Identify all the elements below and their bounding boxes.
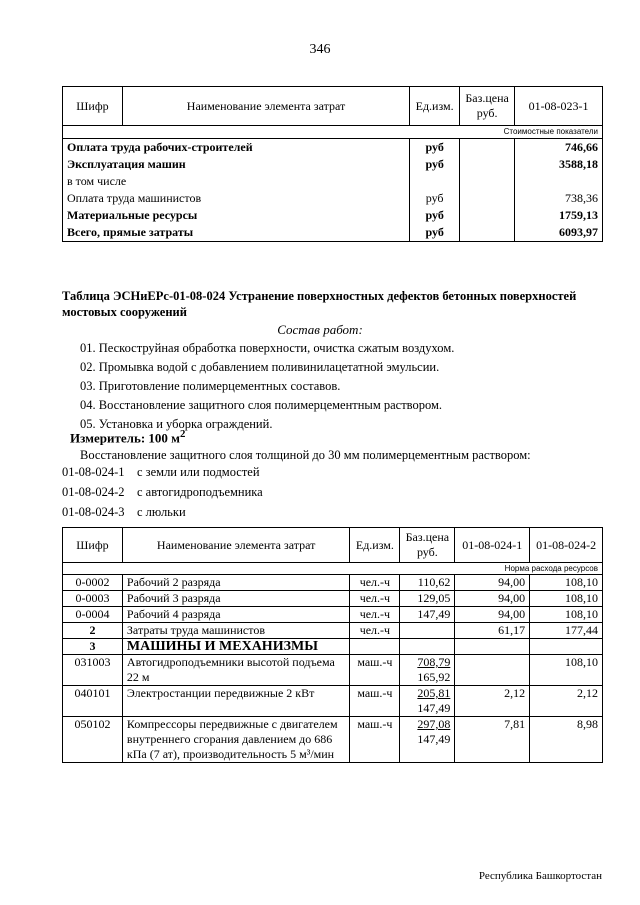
- row-name: Рабочий 4 разряда: [122, 607, 349, 623]
- row-name: Автогидроподъемники высотой подъема 22 м: [122, 655, 349, 686]
- works-title: Состав работ:: [277, 322, 363, 337]
- row-value-1: 7,81: [455, 717, 530, 763]
- row-name: Оплата труда машинистов: [63, 190, 410, 207]
- row-value-2: 108,10: [530, 655, 603, 686]
- row-code: 3: [63, 639, 123, 655]
- row-value: 6093,97: [515, 224, 603, 242]
- list-item: [62, 462, 263, 482]
- table-row: [63, 591, 603, 607]
- row-unit: руб: [410, 190, 460, 207]
- code-list: [62, 462, 263, 522]
- table-row: [63, 717, 603, 763]
- row-unit: чел.-ч: [350, 623, 400, 639]
- row-name: Оплата труда рабочих-строителей: [63, 139, 410, 157]
- row-value-1: 94,00: [455, 575, 530, 591]
- row-value: 746,66: [515, 139, 603, 157]
- table-row: [63, 173, 603, 190]
- table-row: [63, 655, 603, 686]
- row-value-2: 177,44: [530, 623, 603, 639]
- code: 01-08-024-3: [62, 505, 125, 519]
- header-norm: 01-08-023-1: [515, 87, 603, 126]
- list-item: [62, 502, 263, 522]
- header-price: Баз.цена руб.: [460, 87, 515, 126]
- list-item: [62, 482, 263, 502]
- header-norm-1: 01-08-024-1: [455, 528, 530, 563]
- row-value: 1759,13: [515, 207, 603, 224]
- row-name: Эксплуатация машин: [63, 156, 410, 173]
- list-item: 04. Восстановление защитного слоя полимерцементным раствором.: [80, 398, 443, 412]
- list-item: 03. Приготовление полимерцементных составов.: [80, 379, 341, 393]
- row-code: 0-0004: [63, 607, 123, 623]
- code-text: с земли или подмостей: [137, 465, 260, 479]
- row-value: 738,36: [515, 190, 603, 207]
- row-code: 0-0002: [63, 575, 123, 591]
- row-value-2: 8,98: [530, 717, 603, 763]
- list-item: 05. Установка и уборка ограждений.: [80, 417, 273, 431]
- row-price-2: 165,92: [417, 670, 451, 684]
- table-row: [63, 686, 603, 717]
- row-value-1: [455, 655, 530, 686]
- page-number: 346: [309, 42, 331, 57]
- row-unit: чел.-ч: [350, 607, 400, 623]
- cost-table: [62, 86, 603, 242]
- table-row: [63, 623, 603, 639]
- row-value-2: 108,10: [530, 575, 603, 591]
- row-code: 0-0003: [63, 591, 123, 607]
- restore-text: Восстановление защитного слоя толщиной до 30 мм полимерцементным раствором:: [80, 448, 531, 462]
- row-code: 031003: [63, 655, 123, 686]
- table-row: [63, 190, 603, 207]
- row-unit: руб: [410, 139, 460, 157]
- header-code: Шифр: [63, 87, 123, 126]
- header-name: Наименование элемента затрат: [122, 528, 349, 563]
- row-price: 205,81: [417, 686, 451, 700]
- header-code: Шифр: [63, 528, 123, 563]
- meter-sup: 2: [180, 428, 186, 440]
- header-norm-2: 01-08-024-2: [530, 528, 603, 563]
- row-unit: маш.-ч: [350, 717, 400, 763]
- row-name: Затраты труда машинистов: [122, 623, 349, 639]
- row-price: 297,08: [417, 717, 451, 731]
- header-name: Наименование элемента затрат: [122, 87, 409, 126]
- subheader: Стоимостные показатели: [63, 126, 603, 139]
- row-code: 050102: [63, 717, 123, 763]
- row-value-2: 2,12: [530, 686, 603, 717]
- row-name: Рабочий 3 разряда: [122, 591, 349, 607]
- table-row: [63, 224, 603, 242]
- row-price: 147,49: [400, 607, 455, 623]
- row-unit: руб: [410, 207, 460, 224]
- table-row: [63, 207, 603, 224]
- row-value-2: 108,10: [530, 607, 603, 623]
- row-name: Компрессоры передвижные с двигателем внутреннего сгорания давлением до 686 кПа (7 ат), производительность 5 м³/мин: [122, 717, 349, 763]
- row-name: Всего, прямые затраты: [63, 224, 410, 242]
- table-row: [63, 139, 603, 157]
- table-row: [63, 156, 603, 173]
- row-name: МАШИНЫ И МЕХАНИЗМЫ: [122, 639, 349, 655]
- row-value-1: 94,00: [455, 591, 530, 607]
- code-text: с люльки: [137, 505, 186, 519]
- header-unit: Ед.изм.: [410, 87, 460, 126]
- row-price-2: 147,49: [417, 732, 451, 746]
- row-value: 3588,18: [515, 156, 603, 173]
- row-name: Электростанции передвижные 2 кВт: [122, 686, 349, 717]
- row-unit: маш.-ч: [350, 686, 400, 717]
- row-price: 129,05: [400, 591, 455, 607]
- list-item: 02. Промывка водой с добавлением поливинилацетатной эмульсии.: [80, 360, 440, 374]
- row-name: Рабочий 2 разряда: [122, 575, 349, 591]
- row-unit: маш.-ч: [350, 655, 400, 686]
- row-code: 2: [63, 623, 123, 639]
- subheader: Норма расхода ресурсов: [63, 563, 603, 575]
- row-value-2: 108,10: [530, 591, 603, 607]
- works-list: [80, 339, 454, 434]
- meter-label: Измеритель: 100 м: [70, 430, 181, 446]
- table-row: [63, 607, 603, 623]
- row-name: Материальные ресурсы: [63, 207, 410, 224]
- table-row: [63, 575, 603, 591]
- meter: [70, 428, 185, 446]
- row-value-1: 94,00: [455, 607, 530, 623]
- row-price: 708,79: [417, 655, 451, 669]
- row-unit: руб: [410, 224, 460, 242]
- section-title: Таблица ЭСНиЕРс-01-08-024 Устранение поверхностных дефектов бетонных поверхностей мостовых сооружений: [62, 289, 577, 319]
- row-price: 110,62: [400, 575, 455, 591]
- code: 01-08-024-2: [62, 485, 125, 499]
- list-item: 01. Пескоструйная обработка поверхности, очистка сжатым воздухом.: [80, 341, 455, 355]
- row-price-2: 147,49: [417, 701, 451, 715]
- code-text: с автогидроподъемника: [137, 485, 263, 499]
- row-code: 040101: [63, 686, 123, 717]
- row-unit: руб: [410, 156, 460, 173]
- row-value-1: 2,12: [455, 686, 530, 717]
- footer: Республика Башкортостан: [478, 870, 602, 882]
- resource-table: [62, 527, 603, 763]
- table-row: [63, 639, 603, 655]
- row-unit: чел.-ч: [350, 575, 400, 591]
- header-unit: Ед.изм.: [350, 528, 400, 563]
- header-price: Баз.цена руб.: [400, 528, 455, 563]
- row-value-1: 61,17: [455, 623, 530, 639]
- row-name: в том числе: [63, 173, 410, 190]
- row-unit: чел.-ч: [350, 591, 400, 607]
- code: 01-08-024-1: [62, 465, 125, 479]
